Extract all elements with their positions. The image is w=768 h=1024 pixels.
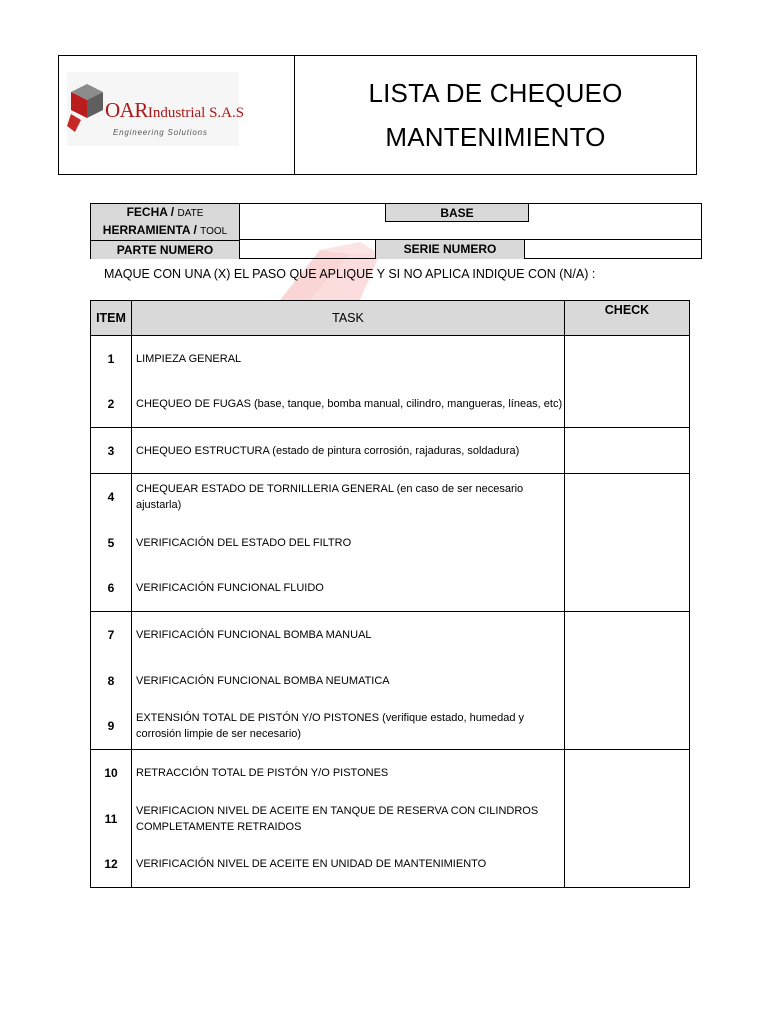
- logo-cell: [59, 56, 295, 174]
- check-cell[interactable]: [565, 336, 690, 382]
- task-text: VERIFICACIÓN DEL ESTADO DEL FILTRO: [132, 520, 565, 566]
- table-row: [91, 750, 690, 796]
- fecha-label: FECHA / DATE: [91, 204, 239, 221]
- table-row: [91, 474, 690, 520]
- instructions: MAQUE CON UNA (X) EL PASO QUE APLIQUE Y SI NO APLICA INDIQUE CON (N/A) :: [104, 267, 596, 281]
- herramienta-label: HERRAMIENTA / TOOL: [91, 221, 239, 240]
- item-number: 3: [91, 428, 132, 474]
- task-text: VERIFICACION NIVEL DE ACEITE EN TANQUE DE RESERVA CON CILINDROS COMPLETAMENTE RETRAIDOS: [132, 796, 565, 842]
- base-label: BASE: [385, 204, 529, 222]
- title-line-2: MANTENIMIENTO: [385, 122, 606, 152]
- title-line-1: LISTA DE CHEQUEO: [368, 78, 623, 108]
- item-number: 7: [91, 612, 132, 658]
- check-cell[interactable]: [565, 842, 690, 888]
- company-logo: [67, 72, 245, 146]
- document-header: [58, 55, 697, 175]
- task-text: VERIFICACIÓN FUNCIONAL FLUIDO: [132, 566, 565, 612]
- check-cell[interactable]: [565, 612, 690, 658]
- item-number: 5: [91, 520, 132, 566]
- item-number: 1: [91, 336, 132, 382]
- table-row: [91, 796, 690, 842]
- item-number: 11: [91, 796, 132, 842]
- company-name: OARIndustrial S.A.S: [105, 98, 245, 122]
- divider: [239, 204, 240, 259]
- check-cell[interactable]: [565, 566, 690, 612]
- check-header: CHECK: [565, 301, 690, 336]
- table-header-row: [91, 301, 690, 336]
- item-number: 8: [91, 658, 132, 704]
- check-cell[interactable]: [565, 474, 690, 520]
- info-block: [90, 203, 702, 259]
- task-table: [90, 300, 690, 888]
- check-cell[interactable]: [565, 750, 690, 796]
- table-row: [91, 336, 690, 382]
- item-number: 4: [91, 474, 132, 520]
- table-row: [91, 612, 690, 658]
- table-row: [91, 566, 690, 612]
- company-tagline: Engineering Solutions: [113, 128, 208, 137]
- item-number: 10: [91, 750, 132, 796]
- document-title: [295, 56, 696, 174]
- serie-numero-label: SERIE NUMERO: [375, 240, 525, 259]
- table-row: [91, 842, 690, 888]
- cube-logo-icon: [67, 82, 107, 138]
- check-cell[interactable]: [565, 520, 690, 566]
- task-text: EXTENSIÓN TOTAL DE PISTÓN Y/O PISTONES (verifique estado, humedad y corrosión limpie de ser necesario): [132, 704, 565, 750]
- task-text: CHEQUEAR ESTADO DE TORNILLERIA GENERAL (en caso de ser necesario ajustarla): [132, 474, 565, 520]
- check-cell[interactable]: [565, 796, 690, 842]
- task-header: TASK: [132, 301, 565, 336]
- task-text: LIMPIEZA GENERAL: [132, 336, 565, 382]
- task-text: CHEQUEO ESTRUCTURA (estado de pintura corrosión, rajaduras, soldadura): [132, 428, 565, 474]
- item-number: 9: [91, 704, 132, 750]
- task-text: VERIFICACIÓN NIVEL DE ACEITE EN UNIDAD DE MANTENIMIENTO: [132, 842, 565, 888]
- table-row: [91, 658, 690, 704]
- task-text: VERIFICACIÓN FUNCIONAL BOMBA MANUAL: [132, 612, 565, 658]
- item-number: 2: [91, 382, 132, 428]
- item-number: 12: [91, 842, 132, 888]
- check-cell[interactable]: [565, 428, 690, 474]
- check-cell[interactable]: [565, 658, 690, 704]
- task-text: CHEQUEO DE FUGAS (base, tanque, bomba manual, cilindro, mangueras, líneas, etc): [132, 382, 565, 428]
- check-cell[interactable]: [565, 704, 690, 750]
- table-row: [91, 704, 690, 750]
- item-header: ITEM: [91, 301, 132, 336]
- item-number: 6: [91, 566, 132, 612]
- table-row: [91, 382, 690, 428]
- table-row: [91, 428, 690, 474]
- check-cell[interactable]: [565, 382, 690, 428]
- table-row: [91, 520, 690, 566]
- task-text: RETRACCIÓN TOTAL DE PISTÓN Y/O PISTONES: [132, 750, 565, 796]
- task-text: VERIFICACIÓN FUNCIONAL BOMBA NEUMATICA: [132, 658, 565, 704]
- parte-numero-label: PARTE NUMERO: [91, 240, 239, 259]
